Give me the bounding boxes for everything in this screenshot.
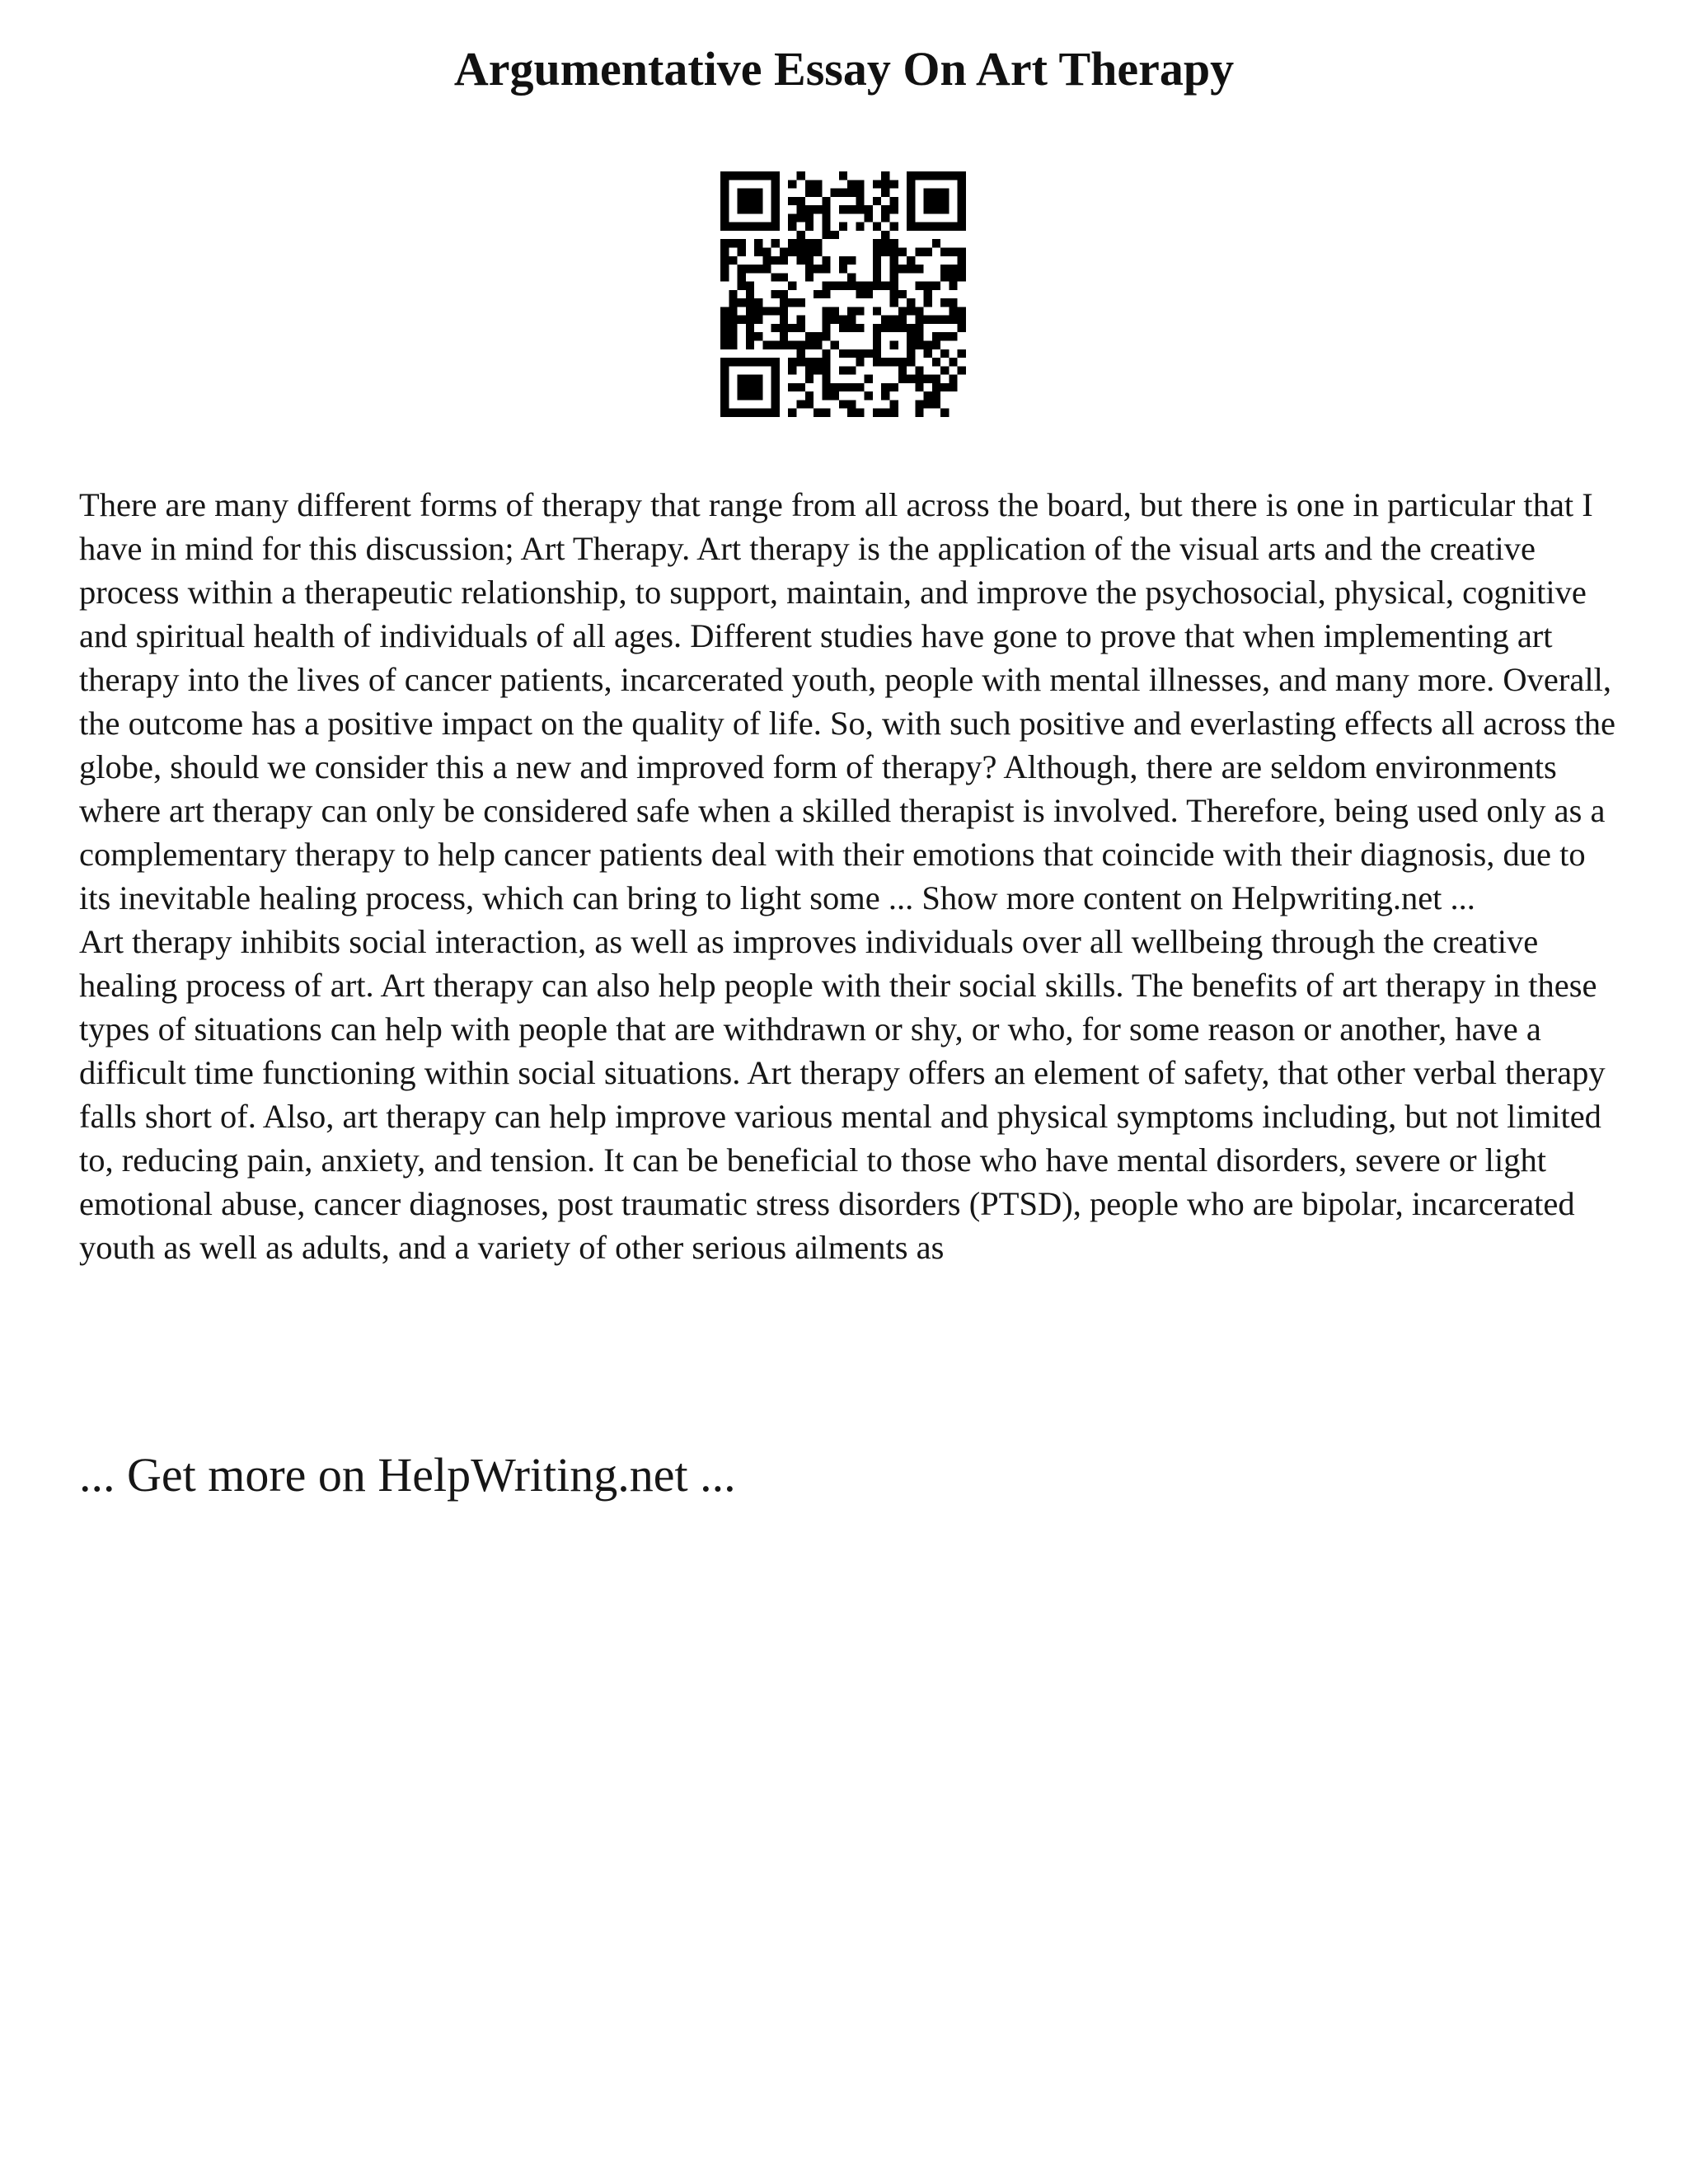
qr-code-icon	[720, 171, 966, 417]
get-more-link[interactable]: ... Get more on HelpWriting.net ...	[79, 1448, 736, 1502]
essay-body	[79, 483, 1620, 1269]
essay-paragraph-2: Art therapy inhibits social interaction, as well as improves individuals over all wellbeing through the creative healing process of art. Art therapy can also help people with their social skills. The benefits of art therapy in these types of situations can help with people that are withdrawn or shy, or who, for some reason or another, have a difficult time functioning within social situations. Art therapy offers an element of safety, that other verbal therapy falls short of. Also, art therapy can help improve various mental and physical symptoms including, but not limited to, reducing pain, anxiety, and tension. It can be beneficial to those who have mental disorders, severe or light emotional abuse, cancer diagnoses, post traumatic stress disorders (PTSD), people who are bipolar, incarcerated youth as well as adults, and a variety of other serious ailments as	[79, 923, 1606, 1266]
page-title: Argumentative Essay On Art Therapy	[453, 42, 1235, 96]
essay-paragraph-1: There are many different forms of therapy that range from all across the board, but there is one in particular that I have in mind for this discussion; Art Therapy. Art therapy is the application of the visual arts and the creative process within a therapeutic relationship, to support, maintain, and improve the psychosocial, physical, cognitive and spiritual health of individuals of all ages. Different studies have gone to prove that when implementing art therapy into the lives of cancer patients, incarcerated youth, people with mental illnesses, and many more. Overall, the outcome has a positive impact on the quality of life. So, with such positive and everlasting effects all across the globe, should we consider this a new and improved form of therapy? Although, there are seldom environments where art therapy can only be considered safe when a skilled therapist is involved. Therefore, being used only as a complementary therapy to help cancer patients deal with their emotions that coincide with their diagnosis, due to its inevitable healing process, which can bring to light some ... Show more content on Helpwriting.net ...	[79, 486, 1616, 916]
